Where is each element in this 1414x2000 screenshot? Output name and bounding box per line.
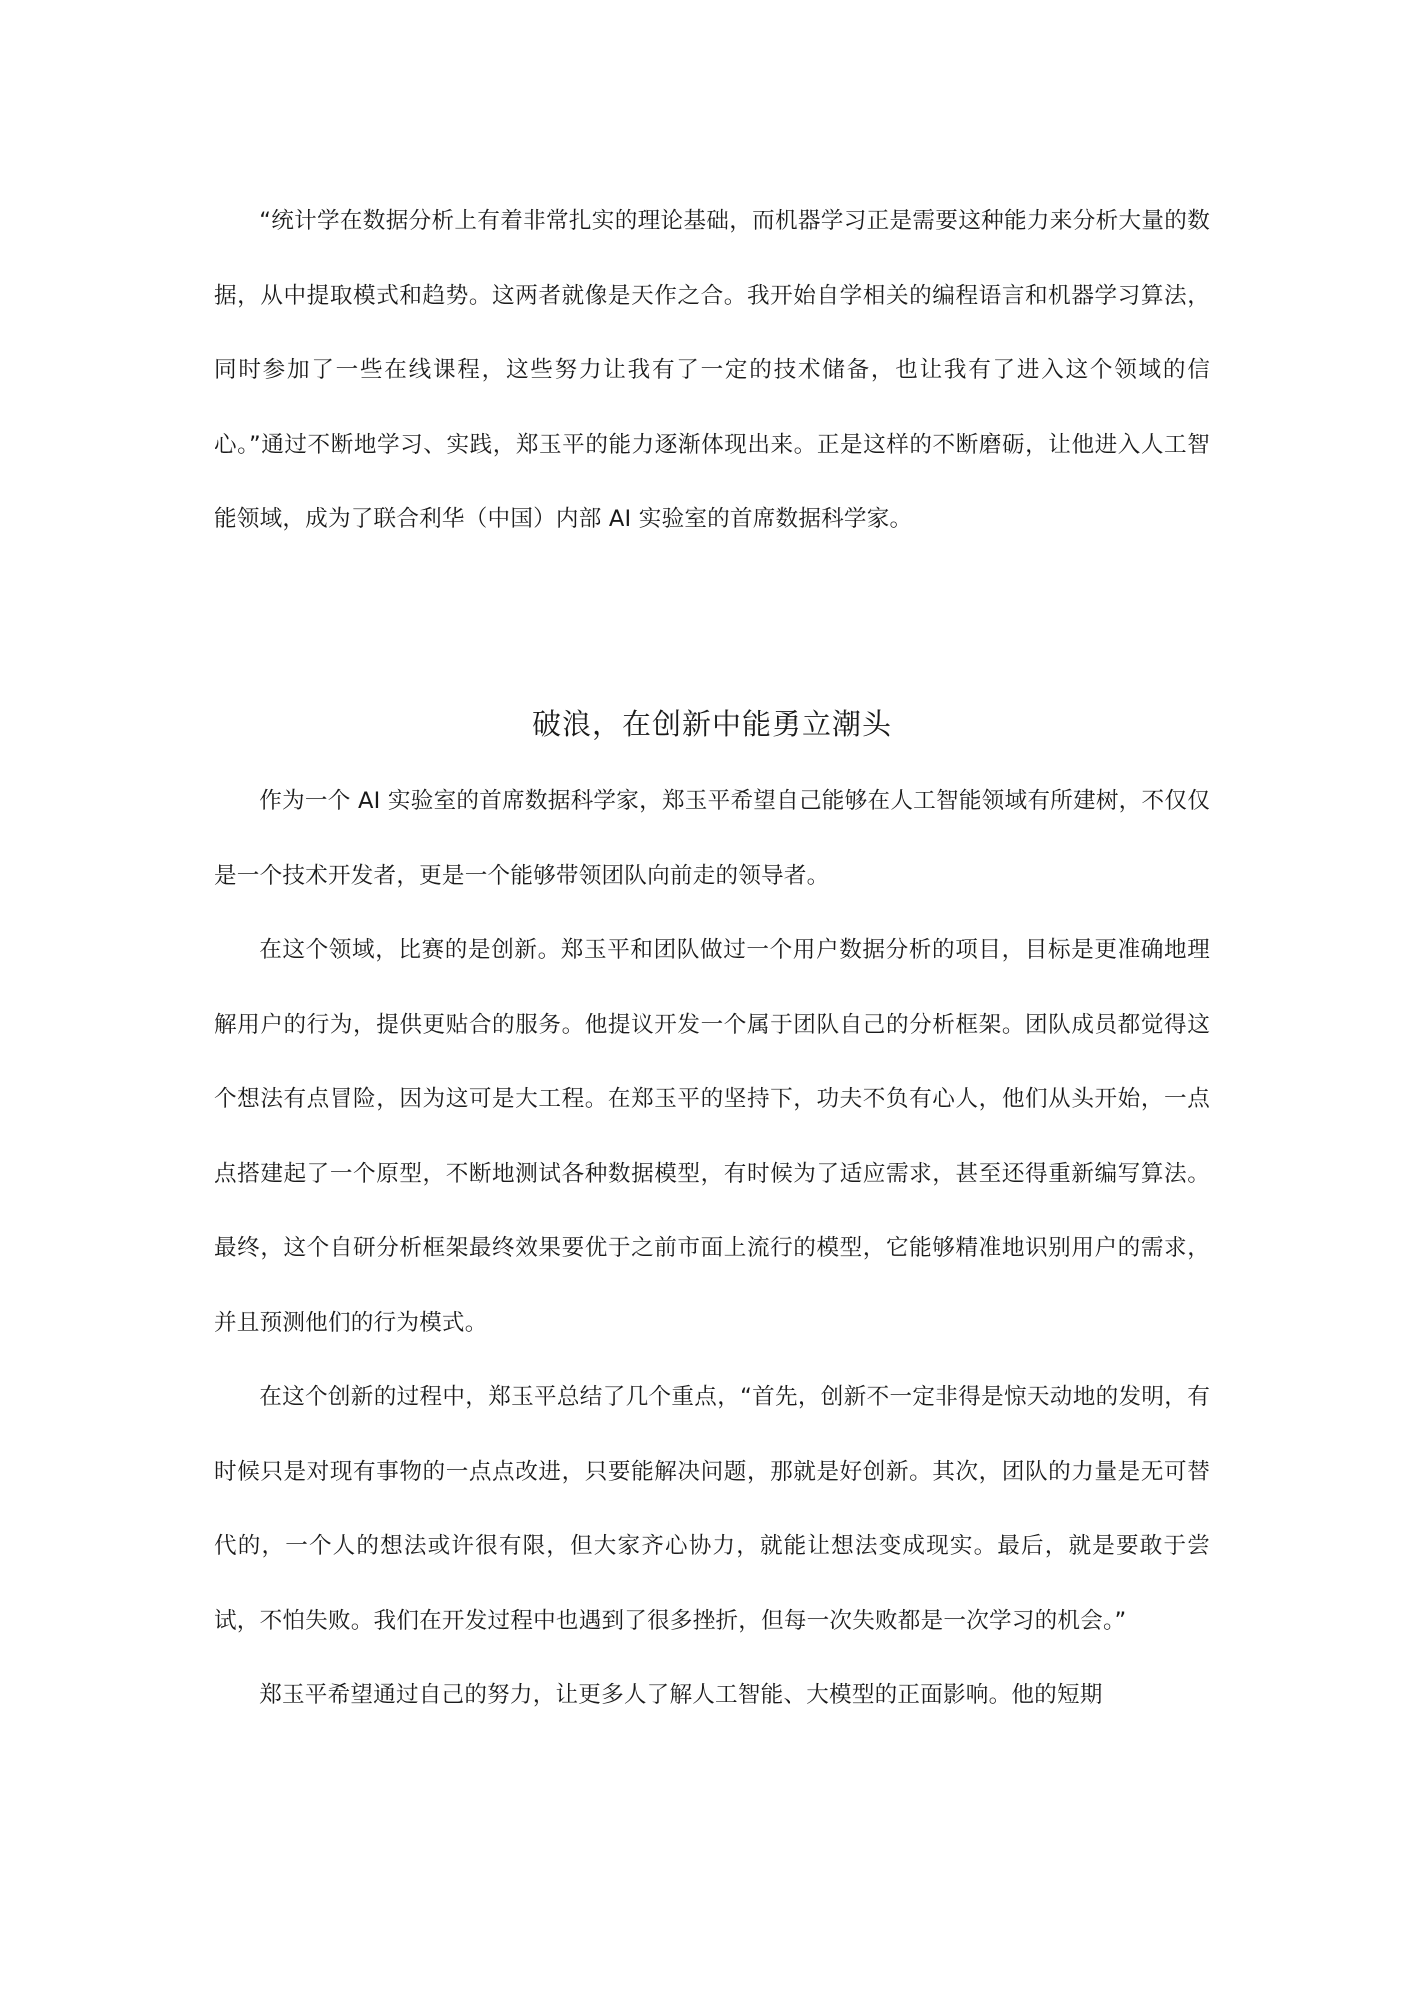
paragraph: 在这个创新的过程中，郑玉平总结了几个重点，“首先，创新不一定非得是惊天动地的发明，有时候只是对现有事物的一点点改进，只要能解决问题，那就是好创新。其次，团队的力量是无可替代的，一个人的想法或许很有限，但大家齐心协力，就能让想法变成现实。最后，就是要敢于尝试，不怕失败。我们在开发过程中也遇到了很多挫折，但每一次失败都是一次学习的机会。”	[214, 1384, 1210, 1634]
section-title: 破浪，在创新中能勇立潮头	[531, 707, 892, 741]
paragraph: 作为一个 AI 实验室的首席数据科学家，郑玉平希望自己能够在人工智能领域有所建树，不仅仅是一个技术开发者，更是一个能够带领团队向前走的领导者。	[214, 788, 1210, 889]
paragraph-group-after	[214, 764, 1210, 1733]
paragraph: “统计学在数据分析上有着非常扎实的理论基础，而机器学习正是需要这种能力来分析大量的数据，从中提取模式和趋势。这两者就像是天作之合。我开始自学相关的编程语言和机器学习算法，同时参加了一些在线课程，这些努力让我有了一定的技术储备，也让我有了进入这个领域的信心。”通过不断地学习、实践，郑玉平的能力逐渐体现出来。正是这样的不断磨砺，让他进入人工智能领域，成为了联合利华（中国）内部 AI 实验室的首席数据科学家。	[214, 208, 1210, 532]
paragraph-group-before	[214, 184, 1210, 557]
paragraph: 郑玉平希望通过自己的努力，让更多人了解人工智能、大模型的正面影响。他的短期	[259, 1682, 1103, 1708]
paragraph: 在这个领域，比赛的是创新。郑玉平和团队做过一个用户数据分析的项目，目标是更准确地理解用户的行为，提供更贴合的服务。他提议开发一个属于团队自己的分析框架。团队成员都觉得这个想法有点冒险，因为这可是大工程。在郑玉平的坚持下，功夫不负有心人，他们从头开始，一点点搭建起了一个原型，不断地测试各种数据模型，有时候为了适应需求，甚至还得重新编写算法。最终，这个自研分析框架最终效果要优于之前市面上流行的模型，它能够精准地识别用户的需求，并且预测他们的行为模式。	[214, 937, 1210, 1336]
